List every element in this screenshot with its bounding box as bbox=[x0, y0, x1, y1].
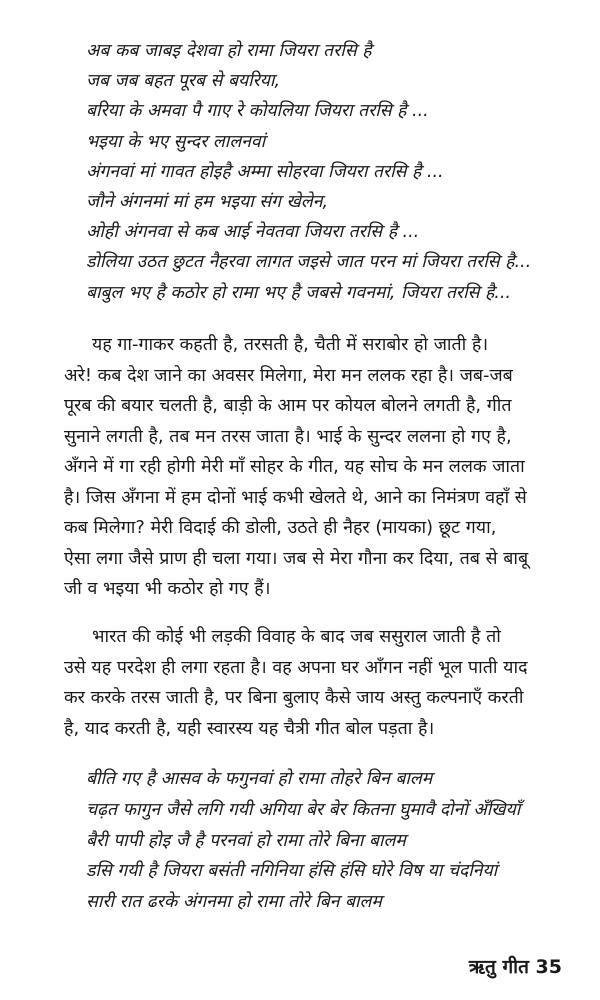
paragraph-line: पूरब की बयार चलती है, बाड़ी के आम पर कोयल बोलने लगती है, गीत bbox=[64, 395, 512, 416]
paragraph-line: जी व भइया भी कठोर हो गए हैं। bbox=[64, 578, 271, 599]
paragraph-line: कब मिलेगा? मेरी विदाई की डोली, उठते ही नैहर (मायका) छूट गया, bbox=[64, 517, 497, 538]
poem-line: सारी रात ढरके अंगनमा हो रामा तोरे बिन बालम bbox=[86, 892, 382, 913]
poem-line: चढ़त फागुन जैसे लगि गयी अगिया बेर बेर कितना घुमावै दोनों अँखियाँ bbox=[86, 799, 521, 820]
poem-line: अंगनवां मां गावत होइहै अम्मा सोहरवा जियरा तरसि है ... bbox=[86, 161, 444, 182]
poem-line: बैरी पापी होइ जै है परनवां हो रामा तोरे बिना बालम bbox=[86, 830, 406, 851]
poem-line: बीति गए है आसव के फगुनवां हो रामा तोहरे बिन बालम bbox=[86, 769, 433, 789]
poem-line: जब जब बहत पूरब से बयरिया, bbox=[86, 71, 281, 92]
paragraph-line: उसे यह परदेश ही लगा रहता है। वह अपना घर आँगन नहीं भूल पाती याद bbox=[64, 656, 528, 678]
paragraph-line: ऐसा लगा जैसे प्राण ही चला गया। जब से मेरा गौना कर दिया, तब से बाबू bbox=[64, 547, 529, 569]
paragraph-line: यह गा-गाकर कहती है, तरसती है, चैती में सराबोर हो जाती है। bbox=[92, 334, 489, 355]
poem-line: जौने अंगनमां मां हम भइया संग खेलेन, bbox=[86, 192, 329, 213]
paragraph-line: है। जिस अँगना में हम दोनों भाई कभी खेलते थे, आने का निमंत्रण वहाँ से bbox=[64, 486, 527, 508]
paragraph-line: कर करके तरस जाती है, पर बिना बुलाए कैसे जाय अस्तु कल्पनाएँ करती bbox=[64, 687, 524, 708]
poem-line: ओही अंगनवा से कब आई नेवतवा जियरा तरसि है ... bbox=[86, 222, 420, 243]
footer-book-title: ऋतु गीत bbox=[468, 956, 529, 978]
poem-line: बरिया के अमवा पै गाए रे कोयलिया जियरा तरसि है ... bbox=[86, 101, 429, 122]
paragraph-line: भारत की कोई भी लड़की विवाह के बाद जब ससुराल जाती है तो bbox=[92, 626, 501, 647]
page-number: 35 bbox=[535, 956, 562, 978]
prose-paragraph-second bbox=[64, 622, 565, 744]
poem-stanza-second bbox=[86, 764, 520, 918]
paragraph-line: अँगने में गा रही होगी मेरी माँ सोहर के गीत, यह सोच के मन ललक जाता bbox=[64, 456, 525, 477]
poem-stanza-first bbox=[86, 36, 531, 308]
poem-line: अब कब जाबइ देशवा हो रामा जियरा तरसि है bbox=[86, 41, 372, 61]
paragraph-line: सुनाने लगती है, तब मन तरस जाता है। भाई के सुन्दर ललना हो गए है, bbox=[64, 425, 512, 447]
prose-paragraph-first bbox=[64, 330, 565, 605]
poem-line: बाबुल भए है कठोर हो रामा भए है जबसे गवनमां, जियरा तरसि है... bbox=[86, 282, 511, 303]
paragraph-line: है, याद करती है, यही स्वारस्य यह चैत्री गीत बोल पड़ता है। bbox=[64, 717, 435, 739]
poem-line: डोलिया उठत छुटत नैहरवा लागत जइसे जात परन मां जियरा तरसि है... bbox=[86, 252, 532, 273]
page-footer bbox=[469, 953, 562, 979]
paragraph-line: अरे! कब देश जाने का अवसर मिलेगा, मेरा मन ललक रहा है। जब-जब bbox=[64, 364, 513, 386]
poem-line: डसि गयी है जियरा बसंती नगिनिया हंसि हंसि घोरे विष या चंदनियां bbox=[86, 861, 498, 882]
poem-line: भइया के भए सुन्दर लालनवां bbox=[86, 131, 266, 152]
